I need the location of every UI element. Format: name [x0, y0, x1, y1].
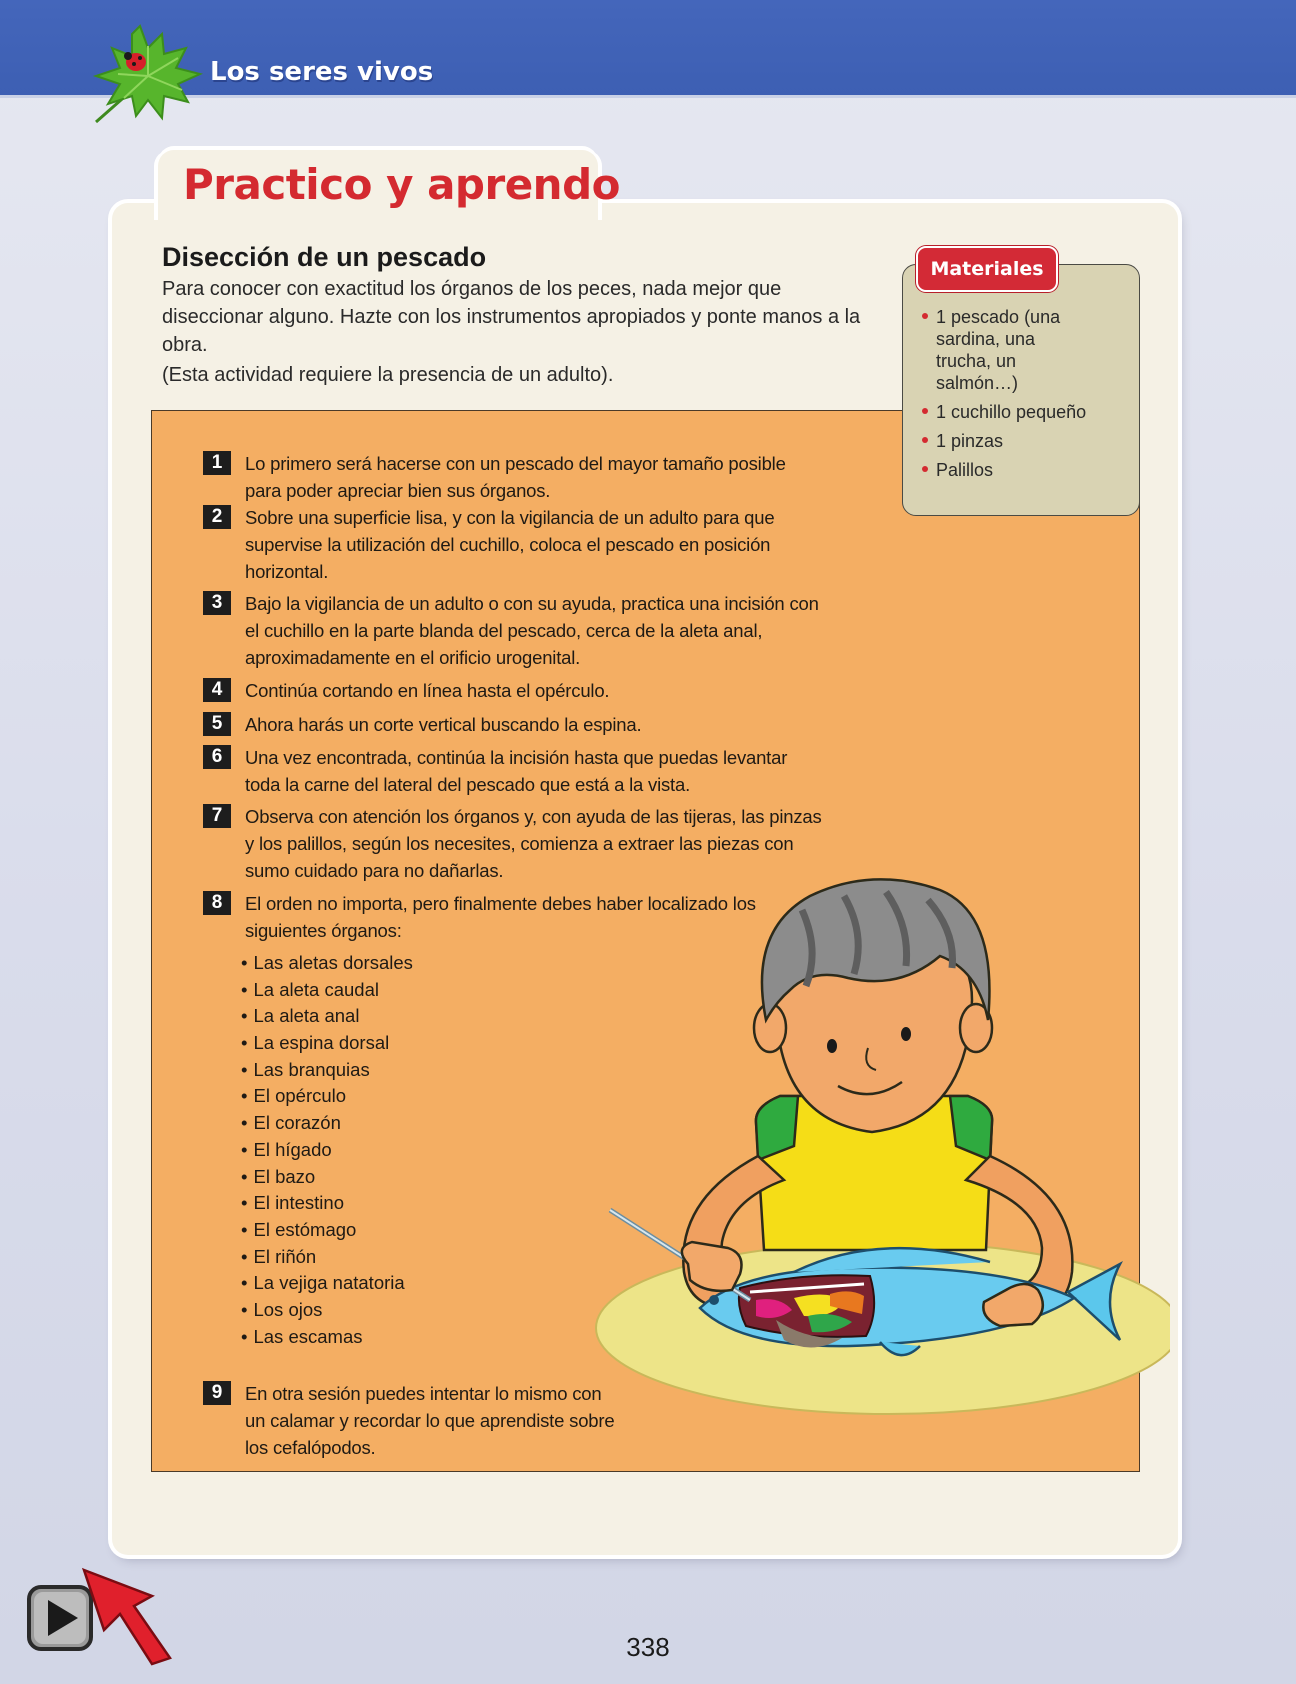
step-text: El orden no importa, pero finalmente debes haber localizado los siguientes órganos: — [245, 893, 756, 941]
step-3 — [203, 590, 823, 671]
step-number: 9 — [203, 1381, 231, 1405]
section-title: Los seres vivos — [210, 57, 434, 87]
step-text: En otra sesión puedes intentar lo mismo con un calamar y recordar lo que aprendiste sobre los cefalópodos. — [245, 1383, 615, 1458]
material-item: 1 cuchillo pequeño — [918, 401, 1138, 423]
step-number: 5 — [203, 712, 231, 736]
materials-title: Materiales — [916, 246, 1058, 292]
step-number: 8 — [203, 891, 231, 915]
material-item: 1 pescado (una sardina, una trucha, un salmón…) — [918, 306, 1066, 394]
step-text: Bajo la vigilancia de un adulto o con su ayuda, practica una incisión con el cuchillo en la parte blanda del pescado, cerca de la aleta anal, aproximadamente en el orificio urogenital. — [245, 593, 819, 668]
activity-title: Disección de un pescado — [162, 242, 487, 272]
step-number: 4 — [203, 678, 231, 702]
step-1 — [203, 450, 823, 504]
organ-item: • El intestino — [241, 1190, 413, 1217]
material-item: Palillos — [918, 459, 1138, 481]
step-text: Observa con atención los órganos y, con ayuda de las tijeras, las pinzas y los palillos, según los necesites, comienza a extraer las piezas con sumo cuidado para no dañarlas. — [245, 806, 822, 881]
organ-item: • Las aletas dorsales — [241, 950, 413, 977]
organs-list — [241, 950, 413, 1350]
step-number: 7 — [203, 804, 231, 828]
red-arrow-icon — [82, 1566, 174, 1666]
materials-list — [918, 306, 1138, 488]
organ-item: • La vejiga natatoria — [241, 1270, 413, 1297]
organ-item: • El bazo — [241, 1164, 413, 1191]
organ-item: • Las escamas — [241, 1324, 413, 1351]
page-number: 338 — [626, 1632, 670, 1662]
organ-item: • El opérculo — [241, 1083, 413, 1110]
organ-item: • El corazón — [241, 1110, 413, 1137]
step-text: Lo primero será hacerse con un pescado del mayor tamaño posible para poder apreciar bien sus órganos. — [245, 453, 786, 501]
organ-item: • Las branquias — [241, 1057, 413, 1084]
step-number: 1 — [203, 451, 231, 475]
adult-note: (Esta actividad requiere la presencia de un adulto). — [162, 364, 614, 386]
step-number: 6 — [203, 745, 231, 769]
step-2 — [203, 504, 823, 585]
step-4 — [203, 677, 823, 704]
step-6 — [203, 744, 823, 798]
material-item: 1 pinzas — [918, 430, 1138, 452]
child-dissecting-fish-illustration — [580, 870, 1170, 1430]
organ-item: • La aleta anal — [241, 1003, 413, 1030]
step-text: Sobre una superficie lisa, y con la vigilancia de un adulto para que supervise la utilización del cuchillo, coloca el pescado en posición horizontal. — [245, 507, 775, 582]
step-9 — [203, 1380, 623, 1461]
step-text: Ahora harás un corte vertical buscando la espina. — [245, 714, 642, 735]
intro-text: Para conocer con exactitud los órganos de los peces, nada mejor que diseccionar alguno. Hazte con los instrumentos apropiados y ponte manos a la obra. — [162, 278, 861, 356]
organ-item: • El estómago — [241, 1217, 413, 1244]
step-number: 3 — [203, 591, 231, 615]
practice-title: Practico y aprendo — [183, 160, 621, 209]
step-text: Una vez encontrada, continúa la incisión hasta que puedas levantar toda la carne del lateral del pescado que está a la vista. — [245, 747, 788, 795]
organ-item: • Los ojos — [241, 1297, 413, 1324]
step-text: Continúa cortando en línea hasta el opérculo. — [245, 680, 610, 701]
step-number: 2 — [203, 505, 231, 529]
step-5 — [203, 711, 823, 738]
maple-leaf-icon — [78, 18, 208, 130]
organ-item: • La aleta caudal — [241, 977, 413, 1004]
organ-item: • La espina dorsal — [241, 1030, 413, 1057]
organ-item: • El hígado — [241, 1137, 413, 1164]
organ-item: • El riñón — [241, 1244, 413, 1271]
